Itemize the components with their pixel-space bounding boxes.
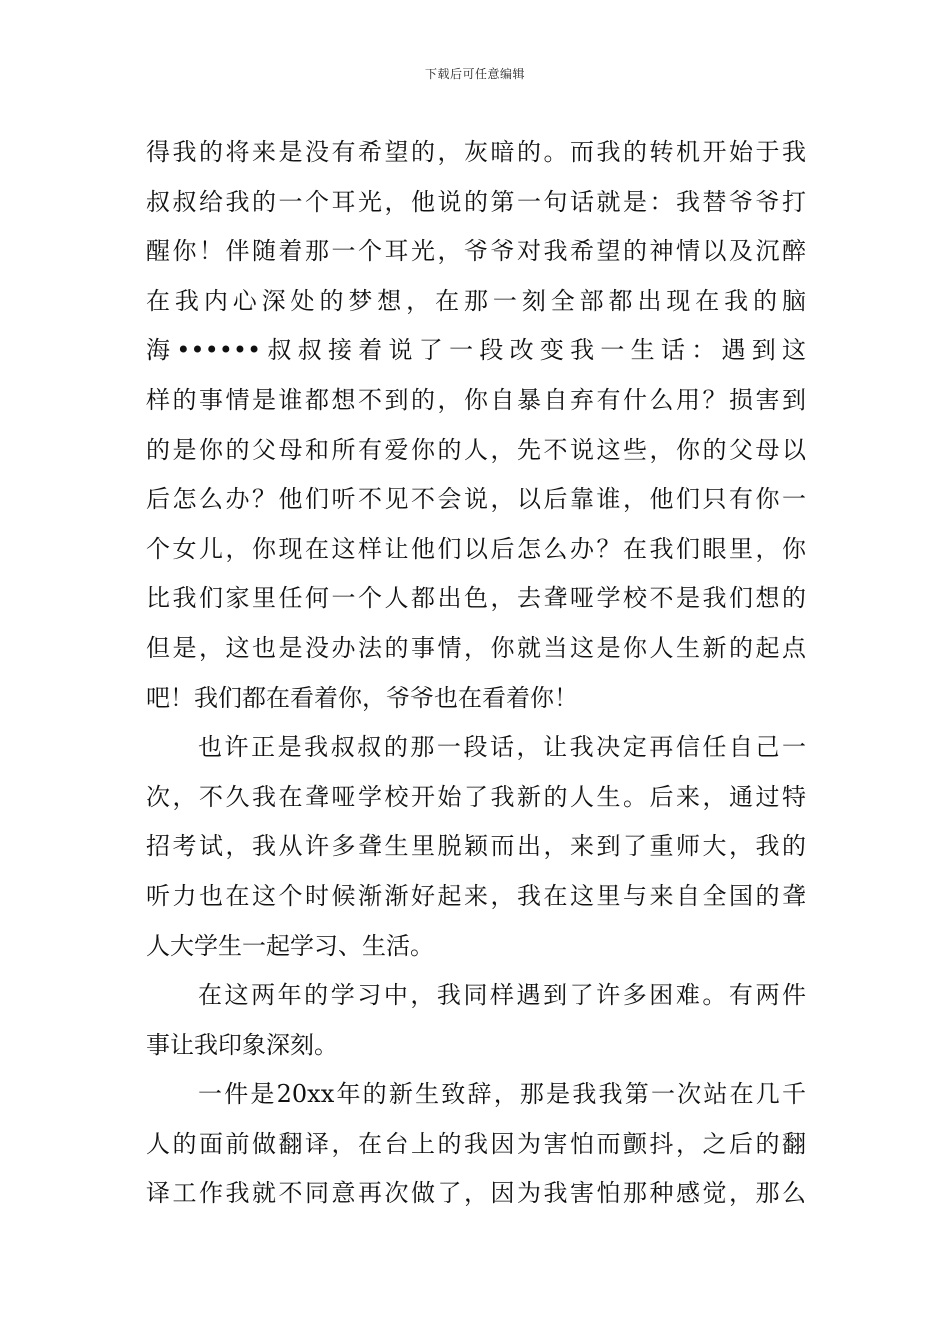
text-line: 人大学生一起学习、生活。 <box>146 931 434 960</box>
text-line: 的是你的父母和所有爱你的人，先不说这些，你的父母以 <box>146 435 806 464</box>
text-line: 个女儿，你现在这样让他们以后怎么办？在我们眼里，你 <box>146 534 806 563</box>
text-line: 叔叔给我的一个耳光，他说的第一句话就是：我替爷爷打 <box>146 187 806 216</box>
text-line: 也许正是我叔叔的那一段话，让我决定再信任自己一 <box>198 733 806 762</box>
text-line: 招考试，我从许多聋生里脱颖而出，来到了重师大，我的 <box>146 832 806 861</box>
text-line: 比我们家里任何一个人都出色，去聋哑学校不是我们想的 <box>146 584 806 613</box>
text-line: 吧！我们都在看着你，爷爷也在看着你！ <box>146 683 578 712</box>
text-line: 但是，这也是没办法的事情，你就当这是你人生新的起点 <box>146 633 806 662</box>
text-line: 人的面前做翻译，在台上的我因为害怕而颤抖，之后的翻 <box>146 1129 806 1158</box>
text-line: 一件是20xx年的新生致辞，那是我我第一次站在几千 <box>198 1080 806 1109</box>
text-line: 醒你！伴随着那一个耳光，爷爷对我希望的神情以及沉醉 <box>146 237 806 266</box>
text-line: 事让我印象深刻。 <box>146 1030 338 1059</box>
text-line: 译工作我就不同意再次做了，因为我害怕那种感觉，那么 <box>146 1179 806 1208</box>
text-line: 在这两年的学习中，我同样遇到了许多困难。有两件 <box>198 981 806 1010</box>
text-line: 得我的将来是没有希望的，灰暗的。而我的转机开始于我 <box>146 138 806 166</box>
text-line: 听力也在这个时候渐渐好起来，我在这里与来自全国的聋 <box>146 881 806 910</box>
body-text <box>146 128 806 1219</box>
text-line: 在我内心深处的梦想，在那一刻全部都出现在我的脑 <box>146 286 806 315</box>
text-line: 样的事情是谁都想不到的，你自暴自弃有什么用？损害到 <box>146 385 806 414</box>
text-line: 后怎么办？他们听不见不会说，以后靠谁，他们只有你一 <box>146 485 806 514</box>
text-line: 次，不久我在聋哑学校开始了我新的人生。后来，通过特 <box>146 782 806 811</box>
page-header: 下载后可任意编辑 <box>424 67 525 81</box>
text-line: 海••••••叔叔接着说了一段改变我一生话：遇到这 <box>146 336 806 365</box>
